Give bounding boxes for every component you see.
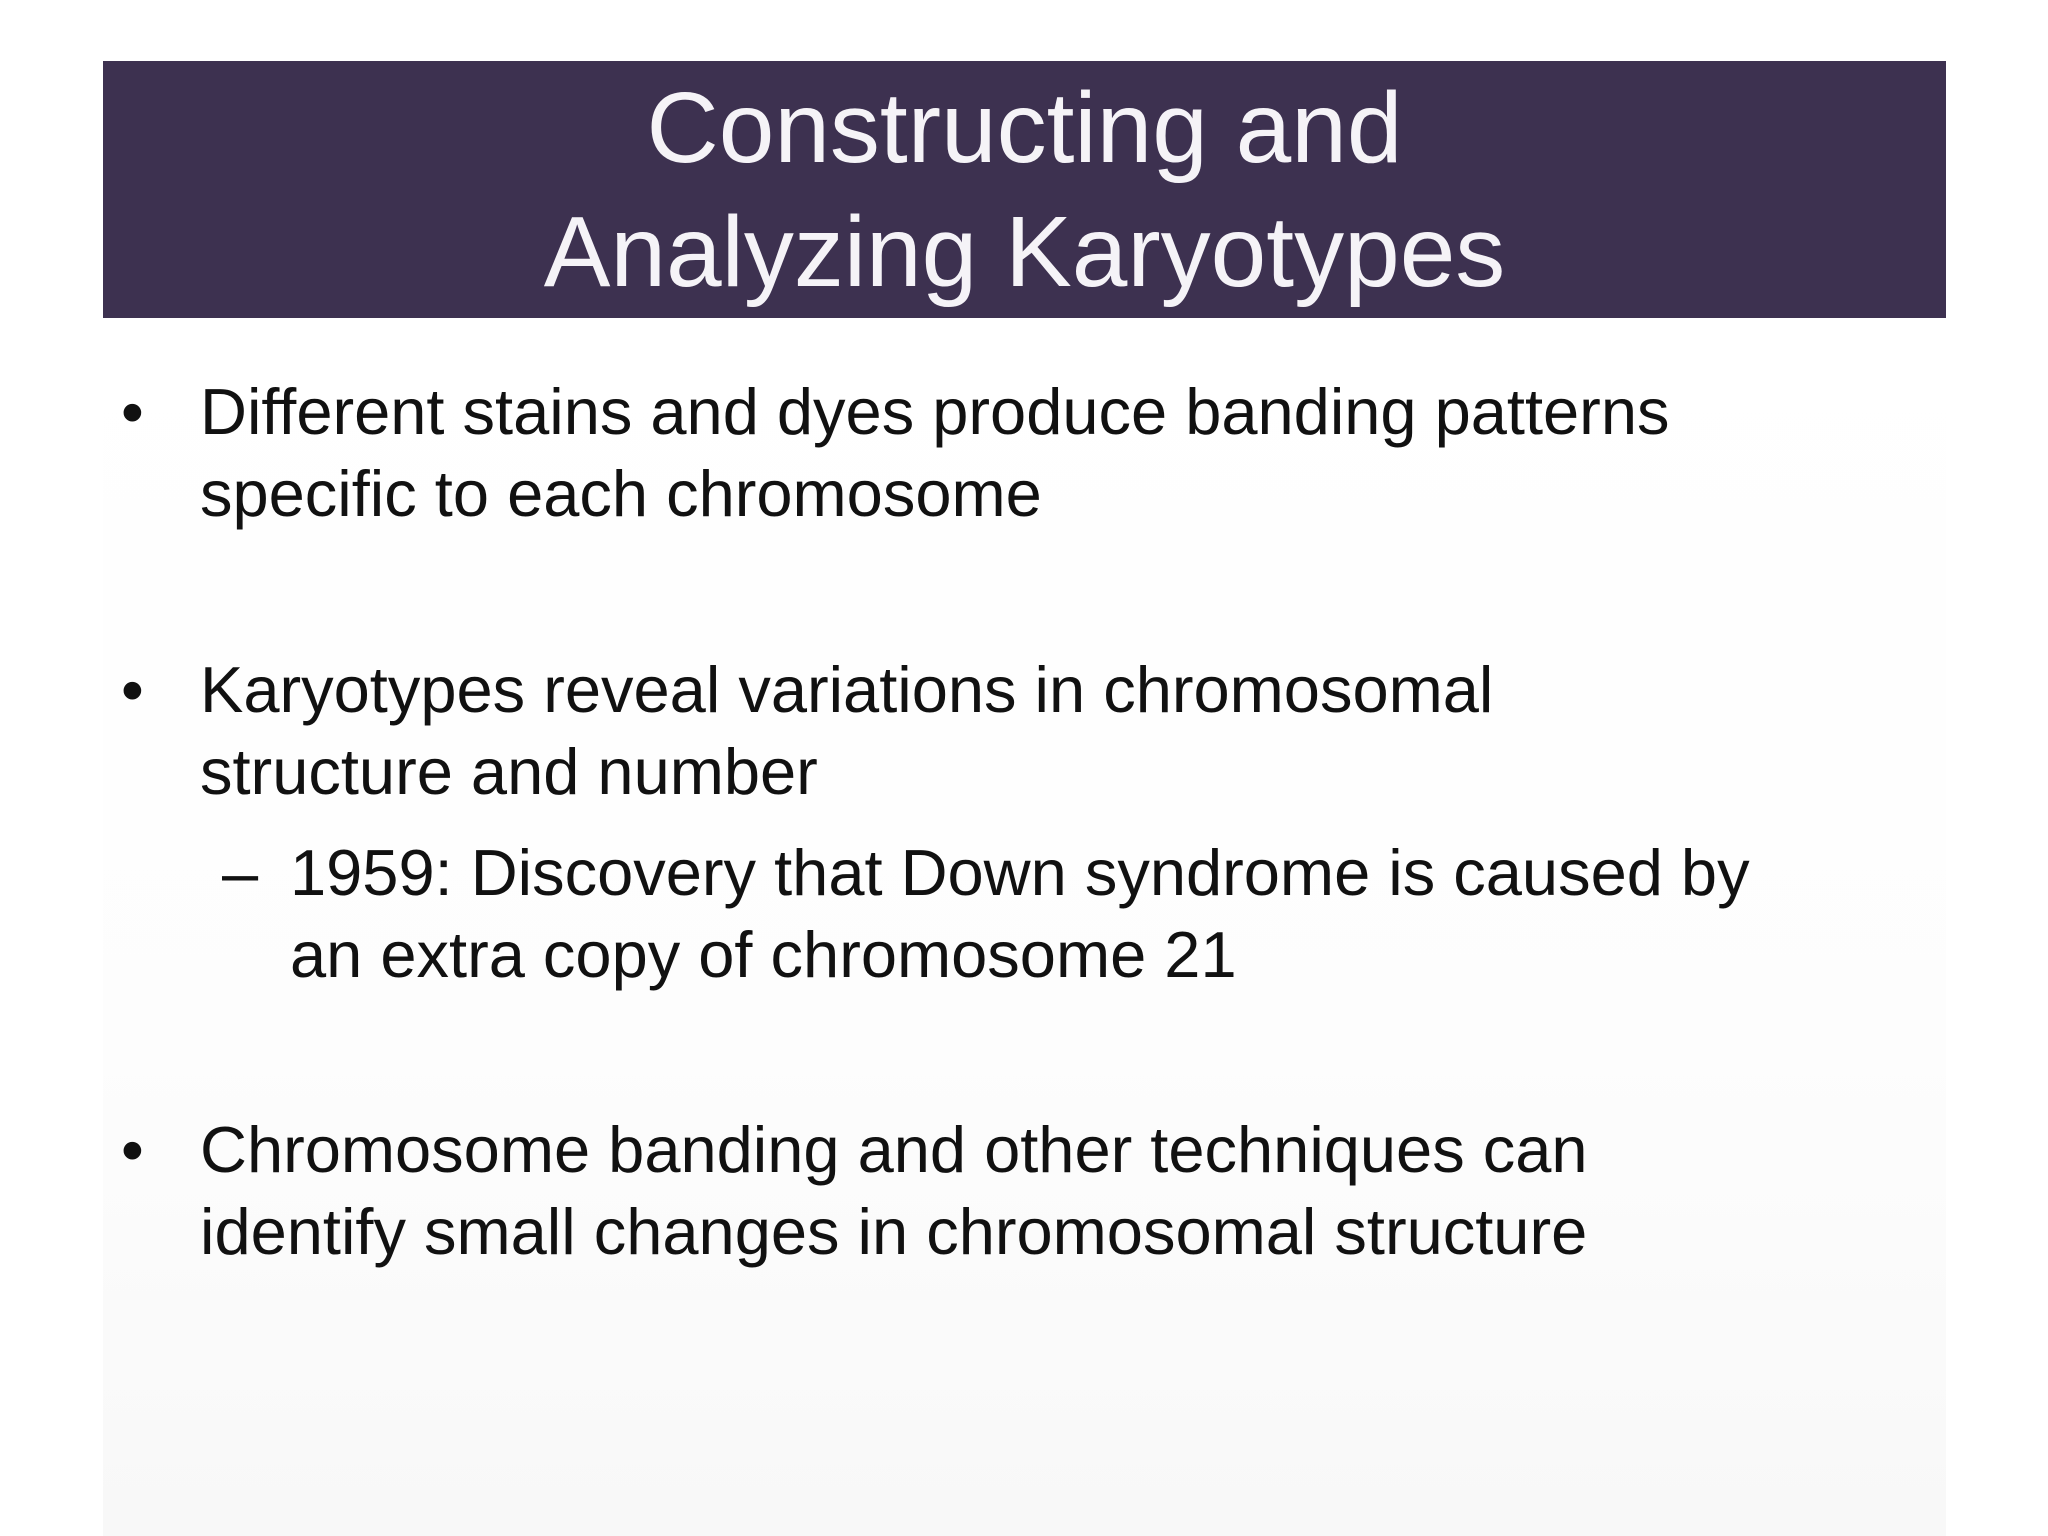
bullet-2-line-2: structure and number: [200, 735, 818, 808]
bullet-2-line-1: Karyotypes reveal variations in chromosomal: [200, 653, 1494, 726]
bullet-marker: •: [121, 1113, 144, 1186]
sub-bullet-marker: –: [222, 836, 259, 909]
bullet-1-line-1: Different stains and dyes produce banding patterns: [200, 375, 1670, 448]
bullet-1-line-2: specific to each chromosome: [200, 457, 1042, 530]
bullet-3-line-2: identify small changes in chromosomal structure: [200, 1195, 1588, 1268]
title-line-2: Analyzing Karyotypes: [543, 195, 1506, 308]
sub-bullet-line-1: 1959: Discovery that Down syndrome is caused by: [290, 836, 1750, 909]
bullet-marker: •: [121, 375, 144, 448]
title-line-1: Constructing and: [646, 71, 1403, 184]
bullet-3-line-1: Chromosome banding and other techniques can: [200, 1113, 1588, 1186]
sub-bullet-line-2: an extra copy of chromosome 21: [290, 918, 1237, 991]
bullet-marker: •: [121, 653, 144, 726]
